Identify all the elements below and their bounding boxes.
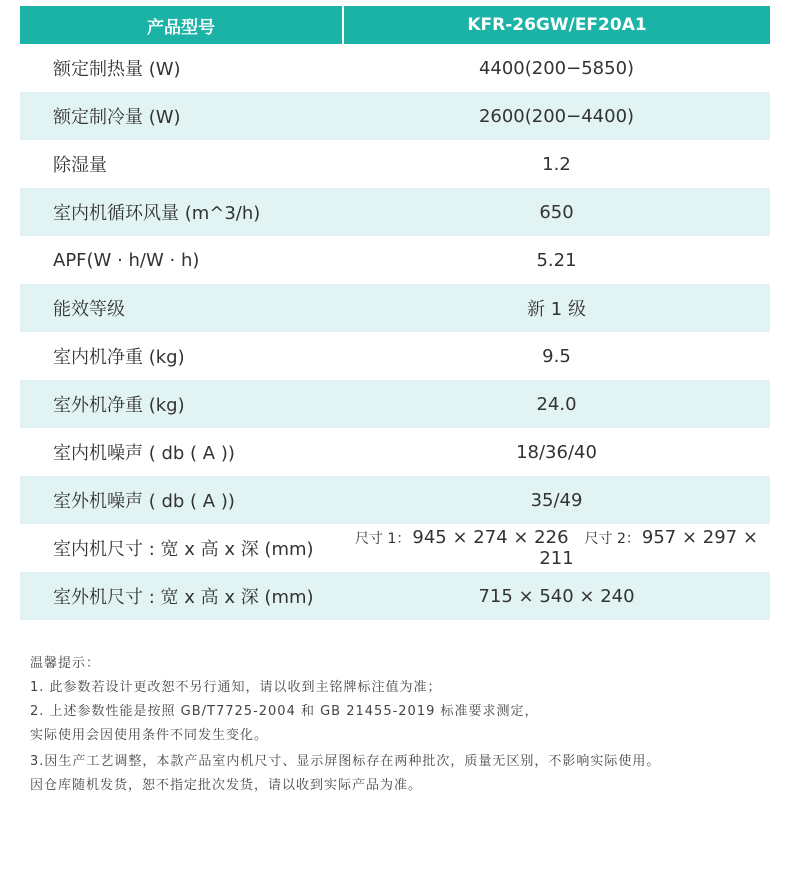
tip-line: 3.因生产工艺调整，本款产品室内机尺寸、显示屏图标存在两种批次，质量无区别，不影响实际使用。 [30, 754, 661, 769]
table-row [20, 44, 770, 92]
table-row [20, 524, 770, 572]
size2-value: 957 × 297 × 211 [539, 527, 758, 569]
table-row [20, 236, 770, 284]
row-label: 额定制冷量 (W) [20, 92, 343, 140]
header-model: KFR-26GW/EF20A1 [343, 6, 770, 44]
size1-value: 945 × 274 × 226 [412, 527, 569, 548]
table-row [20, 428, 770, 476]
tip-line: 实际使用会因使用条件不同发生变化。 [30, 728, 269, 743]
header-label: 产品型号 [20, 6, 343, 44]
indoor-size-value [343, 524, 770, 572]
table-header-row [20, 6, 770, 44]
row-label: 能效等级 [20, 284, 343, 332]
row-label: 室外机净重 (kg) [20, 380, 343, 428]
row-value: 1.2 [542, 153, 571, 175]
table-row [20, 572, 770, 620]
row-label: 室内机噪声 ( db ( A )) [53, 443, 235, 464]
table-row [20, 380, 770, 428]
row-value: 35/49 [343, 476, 770, 524]
row-label: 室内机循环风量 (m^3/h) [20, 188, 343, 236]
row-value: 5.21 [536, 249, 577, 271]
row-label: 室外机噪声 ( db ( A )) [20, 476, 343, 524]
table-row [20, 476, 770, 524]
row-label: APF(W · h/W · h) [53, 249, 200, 271]
row-label: 室内机尺寸 : 宽 x 高 x 深 (mm) [53, 539, 314, 560]
row-value: 24.0 [343, 380, 770, 428]
tip-line: 2. 上述参数性能是按照 GB/T7725-2004 和 GB 21455-2019 标准要求测定， [30, 704, 539, 719]
tip-line: 因仓库随机发货，恕不指定批次发货，请以收到实际产品为准。 [30, 778, 423, 793]
table-row [20, 188, 770, 236]
table-row [20, 92, 770, 140]
row-value: 4400(200−5850) [478, 57, 635, 79]
size2-label: 尺寸 2： [584, 531, 640, 547]
row-label: 除湿量 [53, 155, 107, 176]
row-value: 18/36/40 [516, 441, 597, 463]
tip-line: 1. 此参数若设计更改恕不另行通知，请以收到主铭牌标注值为准； [30, 680, 442, 695]
table-row [20, 140, 770, 188]
row-value: 650 [343, 188, 770, 236]
tips-section [30, 652, 770, 798]
row-label: 室内机净重 (kg) [53, 347, 185, 368]
row-value: 9.5 [542, 345, 571, 367]
row-label: 额定制热量 (W) [53, 59, 181, 80]
size1-label: 尺寸 1： [355, 531, 411, 547]
tips-title: 温馨提示： [30, 656, 101, 671]
spec-table [20, 6, 770, 620]
row-value: 新 1 级 [343, 284, 770, 332]
row-value: 715 × 540 × 240 [343, 572, 770, 620]
row-label: 室外机尺寸 : 宽 x 高 x 深 (mm) [20, 572, 343, 620]
table-row [20, 332, 770, 380]
table-row [20, 284, 770, 332]
row-value: 2600(200−4400) [343, 92, 770, 140]
